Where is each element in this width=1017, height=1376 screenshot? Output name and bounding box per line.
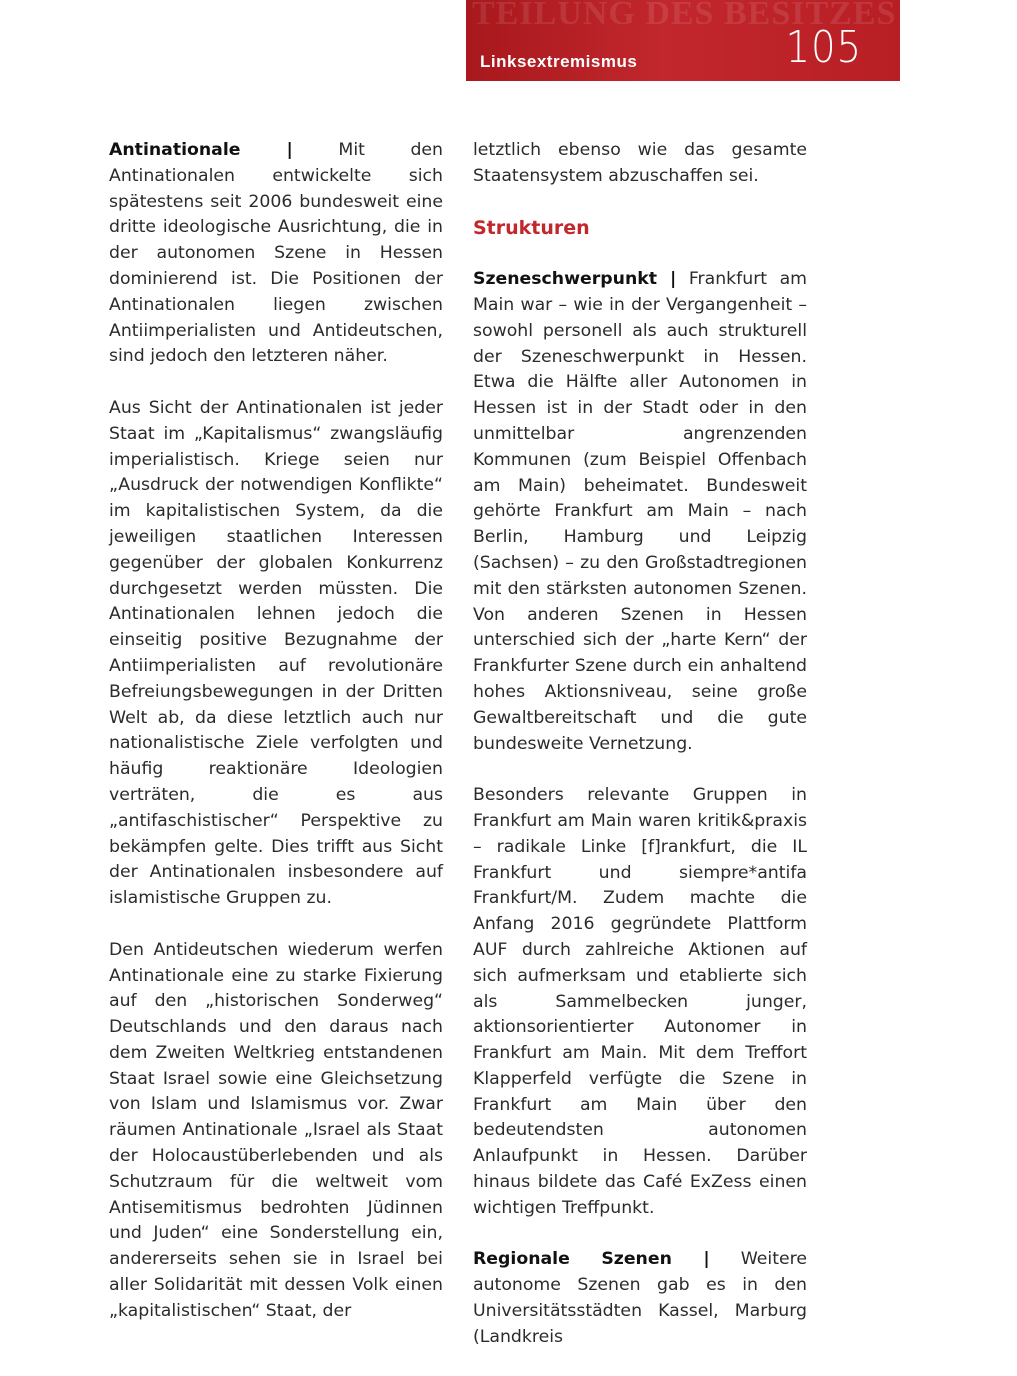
paragraph-szeneschwerpunkt	[473, 267, 807, 757]
runin-heading: Regionale Szenen |	[473, 1249, 710, 1270]
paragraph-antinationale	[109, 138, 443, 370]
left-column	[109, 138, 443, 1350]
section-heading-strukturen: Strukturen	[473, 217, 590, 240]
section-label: Linksextremismus	[480, 52, 638, 71]
paragraph: Aus Sicht der Antinationalen ist jeder Staat im „Kapitalismus“ zwangsläufig imperialistisch. Kriege seien nur „Ausdruck der notwendigen Konflikte“ im kapitalistischen System, da die jeweiligen staatlichen Interessen gegenüber der globalen Konkurrenz durchgesetzt werden müssten. Die Antinationalen lehnen jedoch die einseitig positive Bezugnahme der Antiimperialisten auf revolutionäre Befreiungsbewegungen in der Dritten Welt ab, da diese letztlich auch nur nationalistische Ziele verfolgten und häufig reaktionäre Ideologien verträten, die es aus „antifaschistischer“ Perspektive zu bekämpfen gelte. Dies trifft aus Sicht der Antinationalen insbesondere auf islamistische Gruppen zu.	[109, 397, 443, 909]
paragraph-text: Weitere autonome Szenen gab es in den Universitätsstädten Kassel, Marburg (Landkreis	[473, 1249, 807, 1347]
runin-heading: Antinationale |	[109, 140, 293, 160]
paragraph: Besonders relevante Gruppen in Frankfurt am Main waren kritik&praxis – radikale Linke [f]rankfurt, die IL Frankfurt und siempre*antifa Frankfurt/M. Zudem machte die Anfang 2016 gegründete Plattform AUF durch zahlreiche Aktionen auf sich aufmerksam und etablierte sich als Sammelbecken junger, aktionsorientierter Autonomer in Frankfurt am Main. Mit dem Treffort Klapperfeld verfügte die Szene in Frankfurt am Main über den bedeutendsten autonomen Anlaufpunkt in Hessen. Darüber hinaus bildete das Café ExZess einen wichtigen Treffpunkt.	[473, 785, 807, 1218]
paragraph-regionale-szenen	[473, 1247, 807, 1350]
paragraph: Den Antideutschen wiederum werfen Antinationale eine zu starke Fixierung auf den „historischen Sonderweg“ Deutschlands und den daraus nach dem Zweiten Weltkrieg entstandenen Staat Israel sowie eine Gleichsetzung von Islam und Islamismus vor. Zwar räumen Antinationale „Israel als Staat der Holocaustüberlebenden und als Schutzraum für die weltweit vom Antisemitismus bedrohten Jüdinnen und Juden“ eine Sonderstellung ein, andererseits sehen sie in Israel bei aller Solidarität mit dessen Volk einen „kapitalistischen“ Staat, der	[109, 939, 443, 1321]
paragraph-text: Mit den Antinationalen entwickelte sich spätestens seit 2006 bundesweit eine dritte ideologische Ausrichtung, die in der autonomen Szene in Hessen dominierend ist. Die Positionen der Antinationalen liegen zwischen Antiimperialisten und Antideutschen, sind jedoch den letzteren näher.	[109, 140, 443, 367]
page-number: 105	[785, 22, 862, 73]
runin-heading: Szeneschwerpunkt |	[473, 269, 677, 290]
paragraph-text: Frankfurt am Main war – wie in der Vergangenheit – sowohl personell als auch strukturell der Szeneschwerpunkt in Hessen. Etwa die Hälfte aller Autonomen in Hessen ist in der Stadt oder in den unmittelbar angrenzenden Kommunen (zum Beispiel Offenbach am Main) beheimatet. Bundesweit gehörte Frankfurt am Main – nach Berlin, Hamburg und Leipzig (Sachsen) – zu den Großstadtregionen mit den stärksten autonomen Szenen. Von anderen Szenen in Hessen unterschied sich der „harte Kern“ der Frankfurter Szene durch ein anhaltend hohes Aktionsniveau, seine große Gewaltbereitschaft und die gute bundesweite Vernetzung.	[473, 269, 807, 754]
header-band	[466, 0, 1017, 81]
paragraph: letztlich ebenso wie das gesamte Staatensystem abzuschaffen sei.	[473, 140, 807, 186]
right-column	[473, 138, 807, 1376]
header-watermark: TEILUNG DES BESITZES ... mus.	[472, 0, 1017, 32]
